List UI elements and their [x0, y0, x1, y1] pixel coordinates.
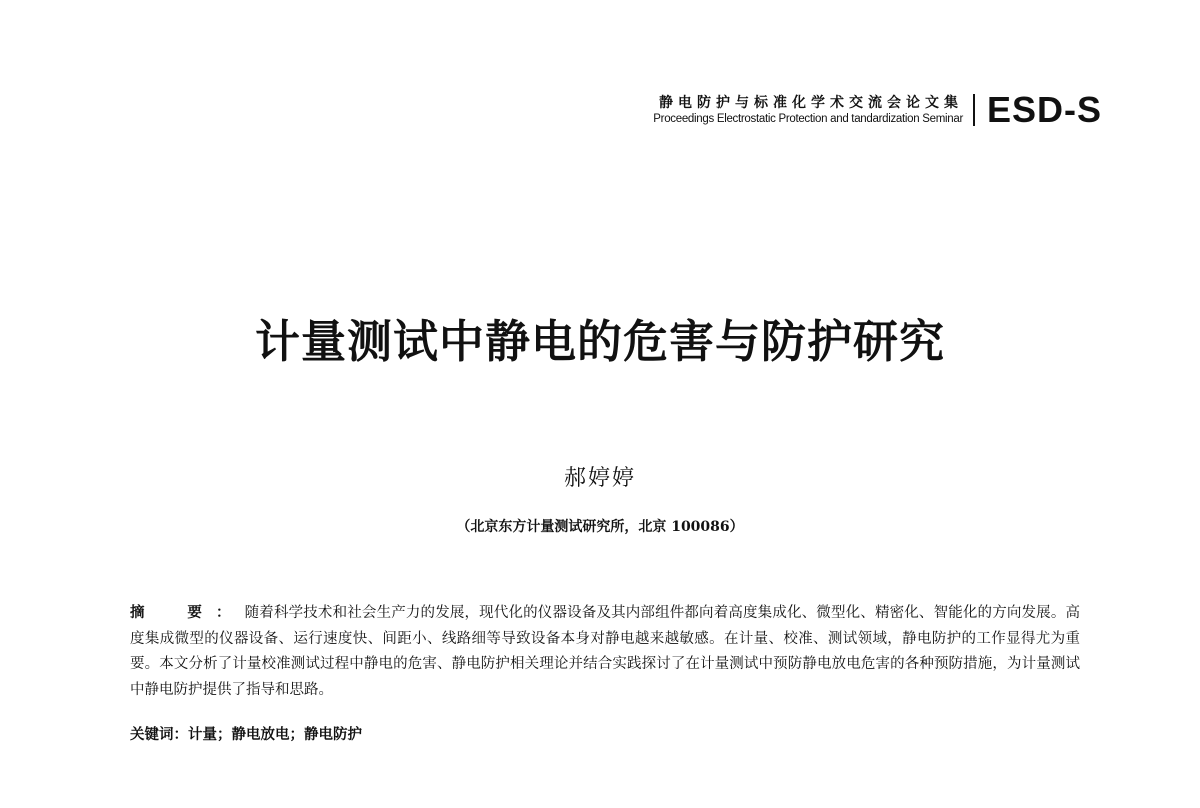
abstract: [130, 600, 1080, 703]
esd-s-logo: ESD-S: [986, 89, 1102, 130]
keywords-text: 计量；静电放电；静电防护: [188, 726, 362, 743]
paper-title: 计量测试中静电的危害与防护研究: [254, 315, 945, 368]
running-header: [653, 89, 1102, 130]
author-affiliation: （北京东方计量测试研究所，北京 100086）: [456, 519, 744, 535]
author-name: 郝婷婷: [563, 466, 636, 491]
keywords: [130, 722, 1080, 747]
header-divider: [973, 94, 975, 126]
proceedings-title-en: Proceedings Electrostatic Protection and tandardization Seminar: [653, 112, 963, 125]
proceedings-title: [653, 95, 973, 126]
abstract-label: 摘 要：: [130, 604, 245, 621]
abstract-text: 随着科学技术和社会生产力的发展，现代化的仪器设备及其内部组件都向着高度集成化、微型化、精密化、智能化的方向发展。高度集成微型的仪器设备、运行速度快、间距小、线路细等导致设备本身对静电越来越敏感。在计量、校准、测试领域，静电防护的工作显得尤为重要。本文分析了计量校准测试过程中静电的危害、静电防护相关理论并结合实践探讨了在计量测试中预防静电放电危害的各种预防措施，为计量测试中静电防护提供了指导和思路。: [130, 605, 1081, 698]
keywords-label: 关键词：: [130, 726, 188, 743]
proceedings-title-cn: 静电防护与标准化学术交流会论文集: [658, 94, 963, 111]
